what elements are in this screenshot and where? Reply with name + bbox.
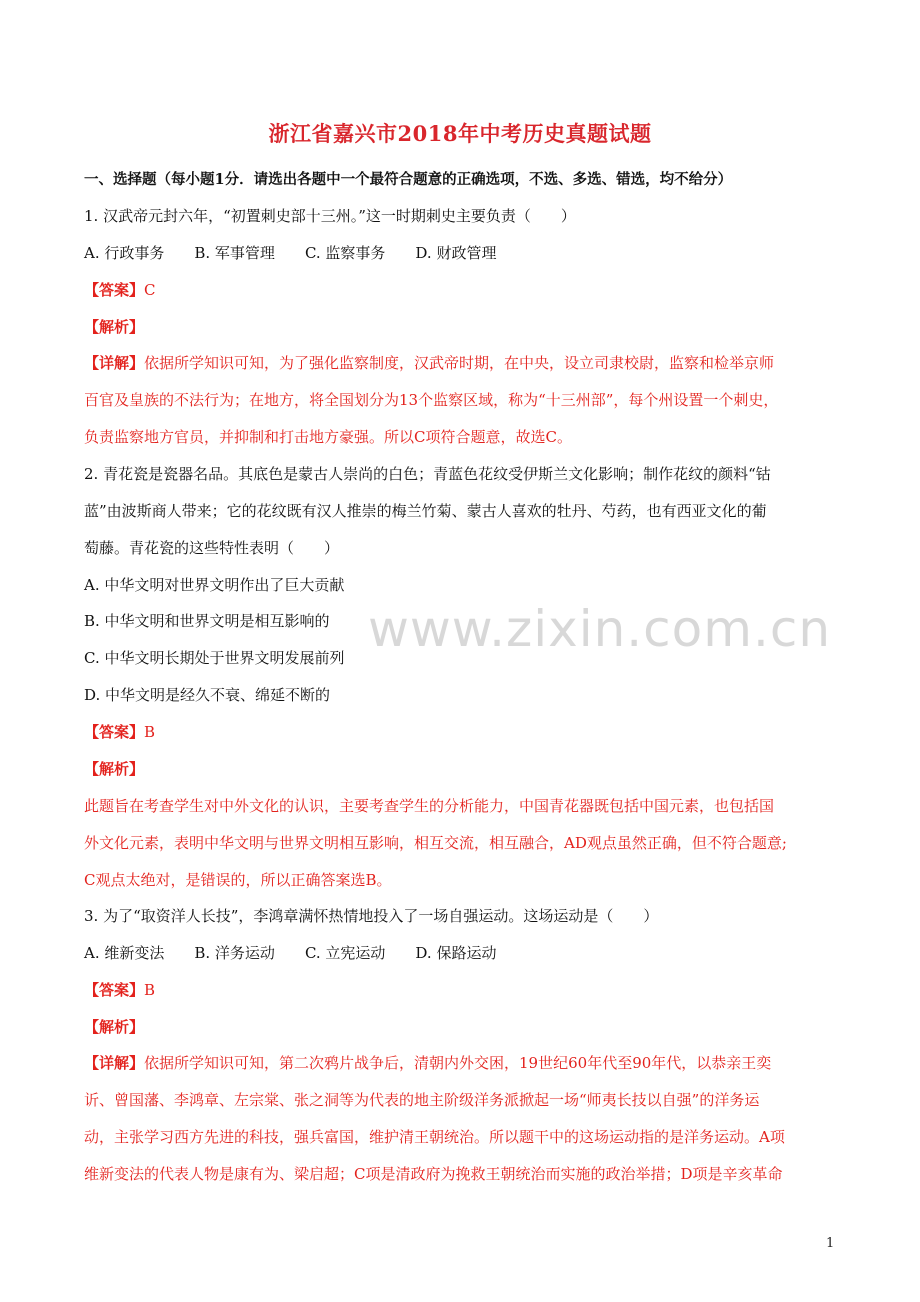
watermark: www.zixin.com.cn <box>368 600 832 658</box>
page-number: 1 <box>826 1236 835 1251</box>
option-c: C. 立宪运动 <box>304 944 386 962</box>
detail-tag: 【详解】 <box>84 1054 145 1072</box>
question-2-analysis-line: 外文化元素，表明中华文明与世界文明相互影响，相互交流，相互融合，AD观点虽然正确，但不符合题意; <box>84 834 787 852</box>
answer-value: B <box>144 723 156 741</box>
option-b: B. 洋务运动 <box>194 944 275 962</box>
option-d: D. 保路运动 <box>415 944 497 962</box>
question-2-analysis-line: C观点太绝对，是错误的，所以正确答案选B。 <box>84 871 392 889</box>
question-3-detail-line <box>84 1052 771 1073</box>
option-a: A. 维新变法 <box>84 944 165 962</box>
question-3-detail-line: 动，主张学习西方先进的科技，强兵富国，维护清王朝统治。所以题干中的这场运动指的是洋务运动。A项 <box>84 1128 785 1146</box>
question-3-detail-line: 维新变法的代表人物是康有为、梁启超；C项是清政府为挽救王朝统治而实施的政治举措；D项是辛亥革命 <box>84 1165 783 1183</box>
answer-tag: 【答案】 <box>84 981 145 999</box>
section-header: 一、选择题（每小题1分．请选出各题中一个最符合题意的正确选项，不选、多选、错选，均不给分） <box>84 171 733 188</box>
option-d: D. 中华文明是经久不衰、绵延不断的 <box>84 686 331 704</box>
answer-value: C <box>144 281 156 299</box>
question-2-stem-line: 蓝”由波斯商人带来；它的花纹既有汉人推崇的梅兰竹菊、蒙古人喜欢的牡丹、芍药，也有西亚文化的葡 <box>84 502 767 520</box>
question-2-answer <box>84 721 155 742</box>
analysis-tag: 【解析】 <box>84 318 145 336</box>
answer-value: B <box>144 981 156 999</box>
question-1-stem: 1. 汉武帝元封六年，“初置刺史部十三州。”这一时期刺史主要负责（ ） <box>84 207 576 225</box>
question-3-detail-line: 䜣、曾国藩、李鸿章、左宗棠、张之洞等为代表的地主阶级洋务派掀起一场“师夷长技以自强”的洋务运 <box>84 1091 760 1109</box>
question-1-detail-line <box>84 352 774 373</box>
analysis-tag: 【解析】 <box>84 760 145 778</box>
question-3-stem: 3. 为了“取资洋人长技”，李鸿章满怀热情地投入了一场自强运动。这场运动是（ ） <box>84 907 659 925</box>
analysis-tag: 【解析】 <box>84 1018 145 1036</box>
answer-tag: 【答案】 <box>84 281 145 299</box>
detail-text: 依据所学知识可知，为了强化监察制度，汉武帝时期，在中央，设立司隶校尉，监察和检举京师 <box>144 354 775 372</box>
detail-text: 依据所学知识可知，第二次鸦片战争后，清朝内外交困，19世纪60年代至90年代，以恭亲王奕 <box>144 1054 772 1072</box>
option-c: C. 中华文明长期处于世界文明发展前列 <box>84 649 345 667</box>
question-1-detail-line: 百官及皇族的不法行为；在地方，将全国划分为13个监察区域，称为“十三州部”，每个州设置一个刺史， <box>84 391 779 409</box>
question-2-stem-line: 2. 青花瓷是瓷器名品。其底色是蒙古人崇尚的白色；青蓝色花纹受伊斯兰文化影响；制作花纹的颜料“钴 <box>84 465 771 483</box>
question-1-detail-line: 负责监察地方官员，并抑制和打击地方豪强。所以C项符合题意，故选C。 <box>84 428 572 446</box>
option-d: D. 财政管理 <box>415 244 497 262</box>
question-2-analysis-line: 此题旨在考查学生对中外文化的认识，主要考查学生的分析能力，中国青花器既包括中国元素，也包括国 <box>84 797 775 815</box>
option-a: A. 中华文明对世界文明作出了巨大贡献 <box>84 576 345 594</box>
question-1-options <box>84 242 526 263</box>
question-3-options <box>84 942 526 963</box>
question-3-answer <box>84 979 155 1000</box>
answer-tag: 【答案】 <box>84 723 145 741</box>
option-a: A. 行政事务 <box>84 244 165 262</box>
option-b: B. 中华文明和世界文明是相互影响的 <box>84 612 330 630</box>
question-1-answer <box>84 279 156 300</box>
detail-tag: 【详解】 <box>84 354 145 372</box>
question-2-stem-line: 萄藤。青花瓷的这些特性表明（ ） <box>84 539 340 557</box>
option-b: B. 军事管理 <box>194 244 275 262</box>
page-title: 浙江省嘉兴市2018年中考历史真题试题 <box>268 121 652 146</box>
option-c: C. 监察事务 <box>304 244 386 262</box>
